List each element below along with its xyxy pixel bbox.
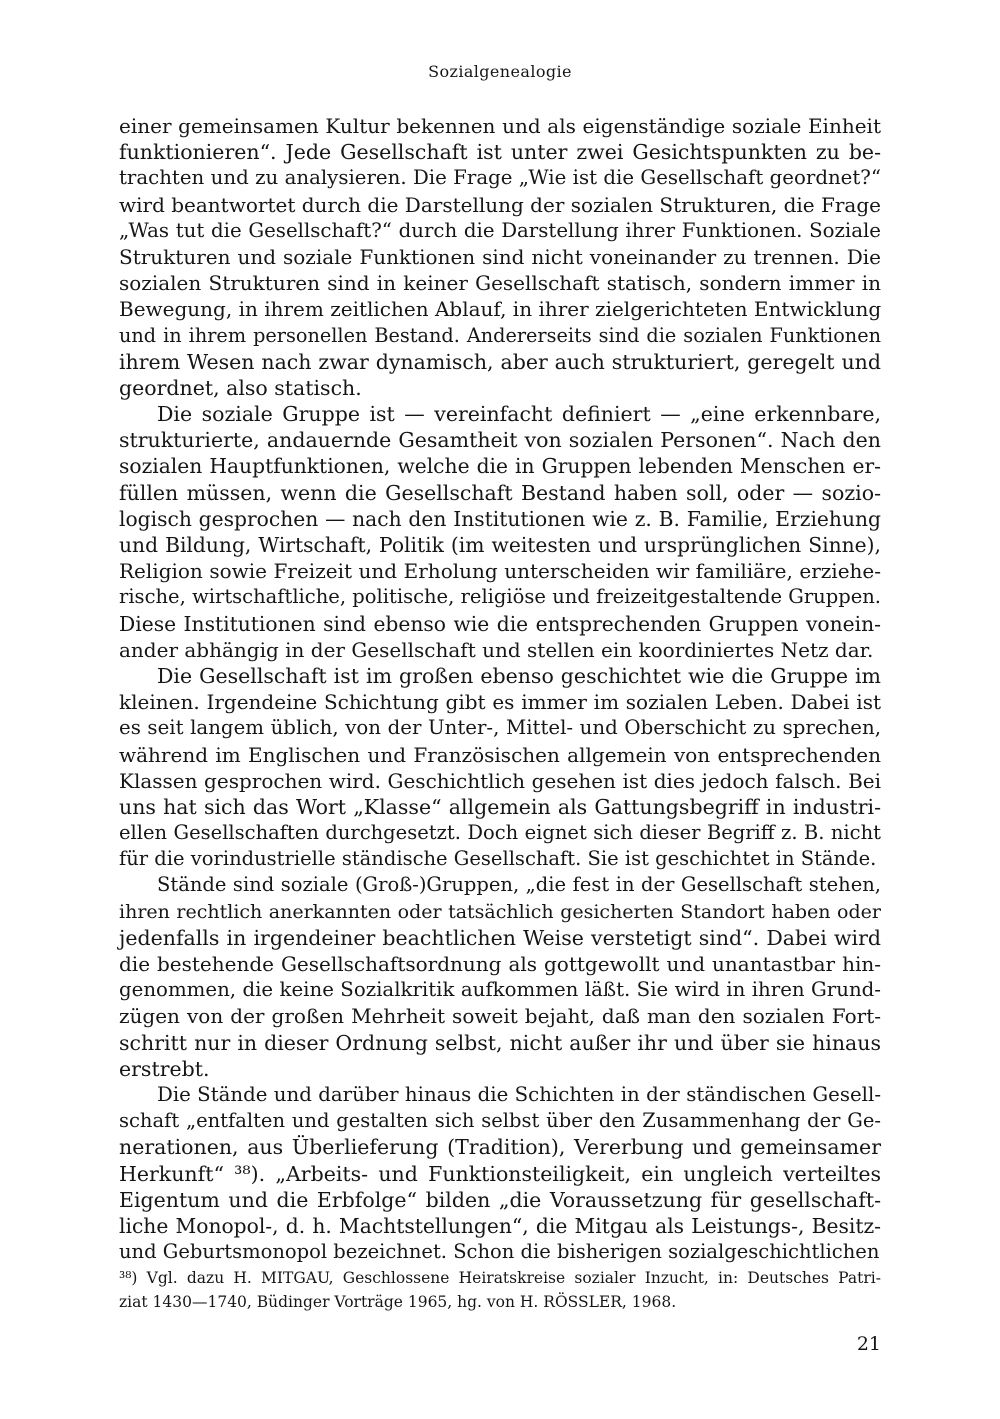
text-line: ellen Gesellschaften durchgesetzt. Doch eignet sich dieser Begriff z. B. nicht	[119, 821, 881, 845]
text-line: nerationen, aus Überlieferung (Tradition), Vererbung und gemeinsamer	[119, 1135, 881, 1160]
text-line: trachten und zu analysieren. Die Frage „Wie ist die Gesellschaft geordnet?“	[119, 166, 881, 190]
text-line: ihrem Wesen nach zwar dynamisch, aber auch strukturiert, geregelt und	[119, 349, 881, 374]
text-line: Bewegung, in ihrem zeitlichen Ablauf, in ihrer zielgerichteten Entwicklung	[119, 297, 882, 322]
text-line: Eigentum und die Erbfolge“ bilden „die Voraussetzung für gesellschaft-	[119, 1187, 881, 1212]
text-line: einer gemeinsamen Kultur bekennen und als eigenständige soziale Einheit	[119, 114, 881, 138]
text-line: uns hat sich das Wort „Klasse“ allgemein als Gattungsbegriff in industri-	[119, 794, 881, 819]
footnote-line: ³⁸) Vgl. dazu H. MITGAU, Geschlossene Heiratskreise sozialer Inzucht, in: Deutsches Patri-	[119, 1269, 881, 1287]
paragraph	[119, 872, 881, 1082]
text-line: wird beantwortet durch die Darstellung der sozialen Strukturen, die Frage	[119, 192, 881, 217]
text-line: zügen von der großen Mehrheit soweit bejaht, daß man den sozialen Fort-	[119, 1004, 881, 1029]
paragraph	[119, 113, 881, 401]
text-line: funktionieren“. Jede Gesellschaft ist unter zwei Gesichtspunkten zu be-	[119, 140, 881, 165]
text-line: ander abhängig in der Gesellschaft und stellen ein koordiniertes Netz dar.	[119, 637, 874, 662]
text-line: liche Monopol-, d. h. Machtstellungen“, die Mitgau als Leistungs-, Besitz-	[119, 1213, 881, 1238]
text-line: Die Gesellschaft ist im großen ebenso geschichtet wie die Gruppe im	[157, 663, 881, 688]
text-line: sozialen Hauptfunktionen, welche die in Gruppen lebenden Menschen er-	[119, 454, 881, 479]
body-text	[119, 113, 881, 1265]
text-line: erstrebt.	[119, 1056, 210, 1081]
running-head: Sozialgenealogie	[428, 62, 572, 81]
text-line: genommen, die keine Sozialkritik aufkommen läßt. Sie wird in ihren Grund-	[119, 978, 881, 1002]
text-line: und Geburtsmonopol bezeichnet. Schon die bisherigen sozialgeschichtlichen	[119, 1240, 880, 1264]
text-line: geordnet, also statisch.	[119, 375, 362, 400]
text-line: für die vorindustrielle ständische Gesellschaft. Sie ist geschichtet in Stände.	[119, 847, 877, 871]
text-line: „Was tut die Gesellschaft?“ durch die Darstellung ihrer Funktionen. Soziale	[119, 218, 881, 242]
footnote-line: ziat 1430—1740, Büdinger Vorträge 1965, hg. von H. RÖSSLER, 1968.	[119, 1293, 677, 1311]
text-line: Die soziale Gruppe ist — vereinfacht definiert — „eine erkennbare,	[157, 402, 881, 427]
text-line: Stände sind soziale (Groß-)Gruppen, „die fest in der Gesellschaft stehen,	[157, 873, 881, 897]
text-line: Diese Institutionen sind ebenso wie die entsprechenden Gruppen vonein-	[119, 611, 881, 636]
text-line: Herkunft“ ³⁸). „Arbeits- und Funktionsteiligkeit, ein ungleich verteiltes	[119, 1161, 881, 1186]
text-line: strukturierte, andauernde Gesamtheit von sozialen Personen“. Nach den	[119, 428, 881, 453]
text-line: jedenfalls in irgendeiner beachtlichen Weise verstetigt sind“. Dabei wird	[119, 925, 881, 950]
paragraph	[119, 1082, 881, 1265]
footnotes	[119, 1266, 881, 1314]
text-line: sozialen Strukturen sind in keiner Gesellschaft statisch, sondern immer in	[119, 271, 881, 296]
paragraph	[119, 401, 881, 663]
text-line: kleinen. Irgendeine Schichtung gibt es immer im sozialen Leben. Dabei ist	[119, 690, 881, 715]
paragraph	[119, 663, 881, 873]
text-line: die bestehende Gesellschaftsordnung als gottgewollt und unantastbar hin-	[119, 952, 881, 976]
text-line: Religion sowie Freizeit und Erholung unterscheiden wir familiäre, erziehe-	[119, 559, 881, 584]
text-line: schaft „entfalten und gestalten sich selbst über den Zusammenhang der Ge-	[119, 1109, 881, 1133]
text-line: und Bildung, Wirtschaft, Politik (im weitesten und ursprünglichen Sinne),	[119, 533, 881, 557]
text-line: logisch gesprochen — nach den Institutionen wie z. B. Familie, Erziehung	[119, 506, 881, 531]
text-line: ihren rechtlich anerkannten oder tatsächlich gesicherten Standort haben oder	[119, 900, 881, 923]
text-line: rische, wirtschaftliche, politische, religiöse und freizeitgestaltende Gruppen.	[119, 585, 881, 609]
text-line: Strukturen und soziale Funktionen sind nicht voneinander zu trennen. Die	[119, 244, 881, 269]
text-line: füllen müssen, wenn die Gesellschaft Bestand haben soll, oder — sozio-	[119, 480, 881, 505]
text-line: während im Englischen und Französischen allgemein von entsprechenden	[119, 742, 881, 767]
text-line: und in ihrem personellen Bestand. Andererseits sind die sozialen Funktionen	[119, 323, 881, 347]
page-number: 21	[856, 1333, 881, 1355]
text-line: es seit langem üblich, von der Unter-, Mittel- und Oberschicht zu sprechen,	[119, 716, 881, 740]
text-line: Die Stände und darüber hinaus die Schichten in der ständischen Gesell-	[157, 1082, 881, 1106]
text-line: schritt nur in dieser Ordnung selbst, nicht außer ihr und über sie hinaus	[119, 1030, 881, 1055]
text-line: Klassen gesprochen wird. Geschichtlich gesehen ist dies jedoch falsch. Bei	[119, 768, 881, 793]
